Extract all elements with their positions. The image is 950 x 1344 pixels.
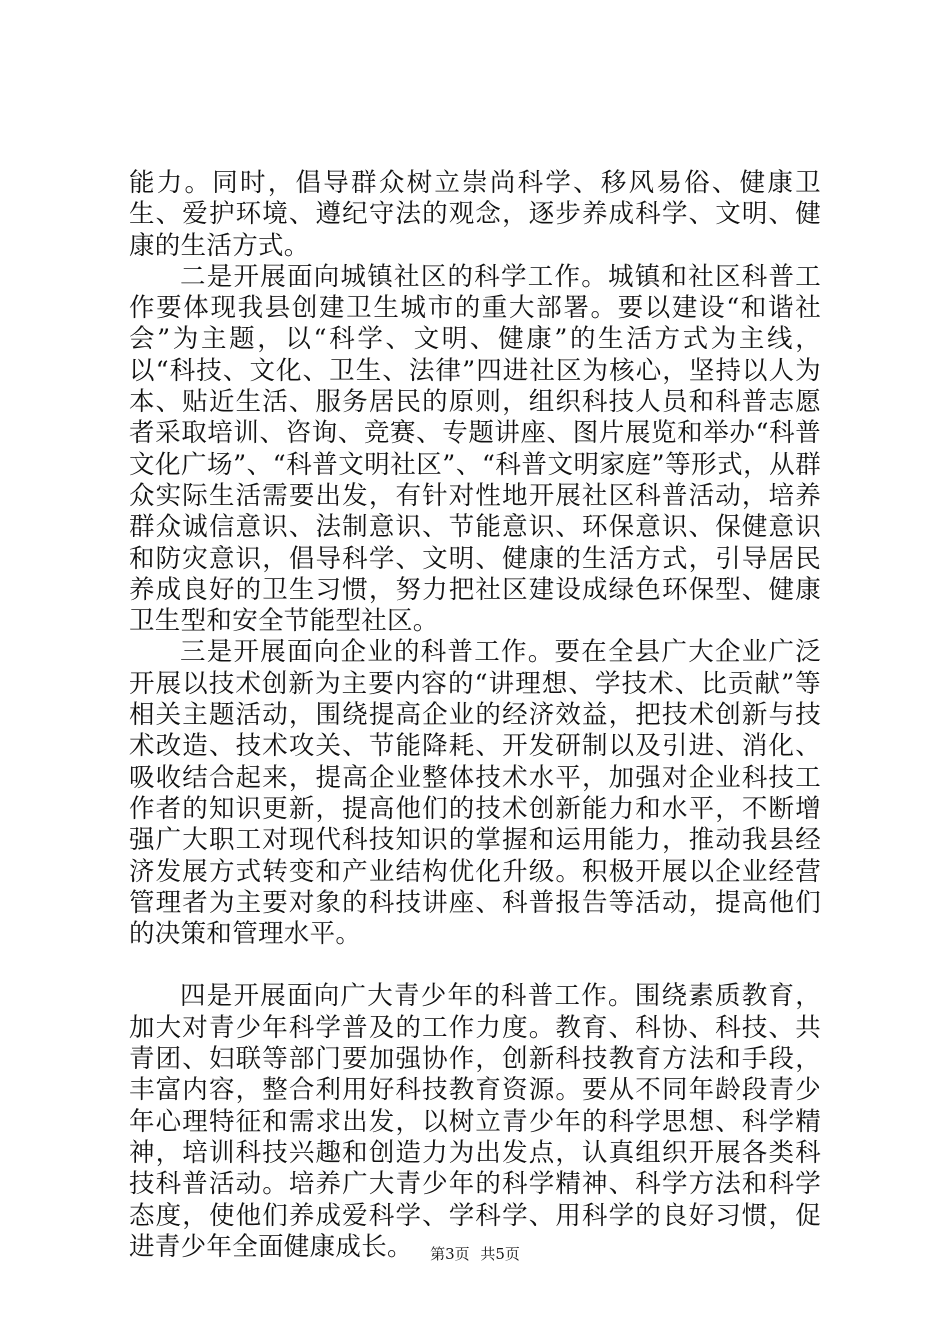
- paragraph-youth-science: 四是开展面向广大青少年的科普工作。围绕素质教育，加大对青少年科学普及的工作力度。教育、科协、科技、共青团、妇联等部门要加强协作，创新科技教育方法和手段，丰富内容，整合利用好科技教育资源。要从不同年龄段青少年心理特征和需求出发，以树立青少年的科学思想、科学精神，培训科技兴趣和创造力为出发点，认真组织开展各类科技科普活动。培养广大青少年的科学精神、科学方法和科学态度，使他们养成爱科学、学科学、用科学的良好习惯，促进青少年全面健康成长。: [129, 981, 821, 1262]
- paragraph-continuation: 能力。同时，倡导群众树立崇尚科学、移风易俗、健康卫生、爱护环境、遵纪守法的观念，逐步养成科学、文明、健康的生活方式。: [129, 168, 821, 261]
- paragraph-enterprise-science: 三是开展面向企业的科普工作。要在全县广大企业广泛开展以技术创新为主要内容的“讲理想、学技术、比贡献”等相关主题活动，围绕提高企业的经济效益，把技术创新与技术改造、技术攻关、节能降耗、开发研制以及引进、消化、吸收结合起来，提高企业整体技术水平，加强对企业科技工作者的知识更新，提高他们的技术创新能力和水平，不断增强广大职工对现代科技知识的掌握和运用能力，推动我县经济发展方式转变和产业结构优化升级。积极开展以企业经营管理者为主要对象的科技讲座、科普报告等活动，提高他们的决策和管理水平。: [129, 637, 821, 950]
- paragraph-community-science: 二是开展面向城镇社区的科学工作。城镇和社区科普工作要体现我县创建卫生城市的重大部署。要以建设“和谐社会”为主题，以“科学、文明、健康”的生活方式为主线，以“科技、文化、卫生、法律”四进社区为核心，坚持以人为本、贴近生活、服务居民的原则，组织科技人员和科普志愿者采取培训、咨询、竞赛、专题讲座、图片展览和举办“科普文化广场”、“科普文明社区”、“科普文明家庭”等形式，从群众实际生活需要出发，有针对性地开展社区科普活动，培养群众诚信意识、法制意识、节能意识、环保意识、保健意识和防灾意识，倡导科学、文明、健康的生活方式，引导居民养成良好的卫生习惯，努力把社区建设成绿色环保型、健康卫生型和安全节能型社区。: [129, 261, 821, 637]
- page-number: 第3页: [430, 1245, 470, 1263]
- page-footer: [0, 1244, 950, 1264]
- page-total: 共5页: [480, 1245, 520, 1263]
- document-body: [129, 168, 821, 1263]
